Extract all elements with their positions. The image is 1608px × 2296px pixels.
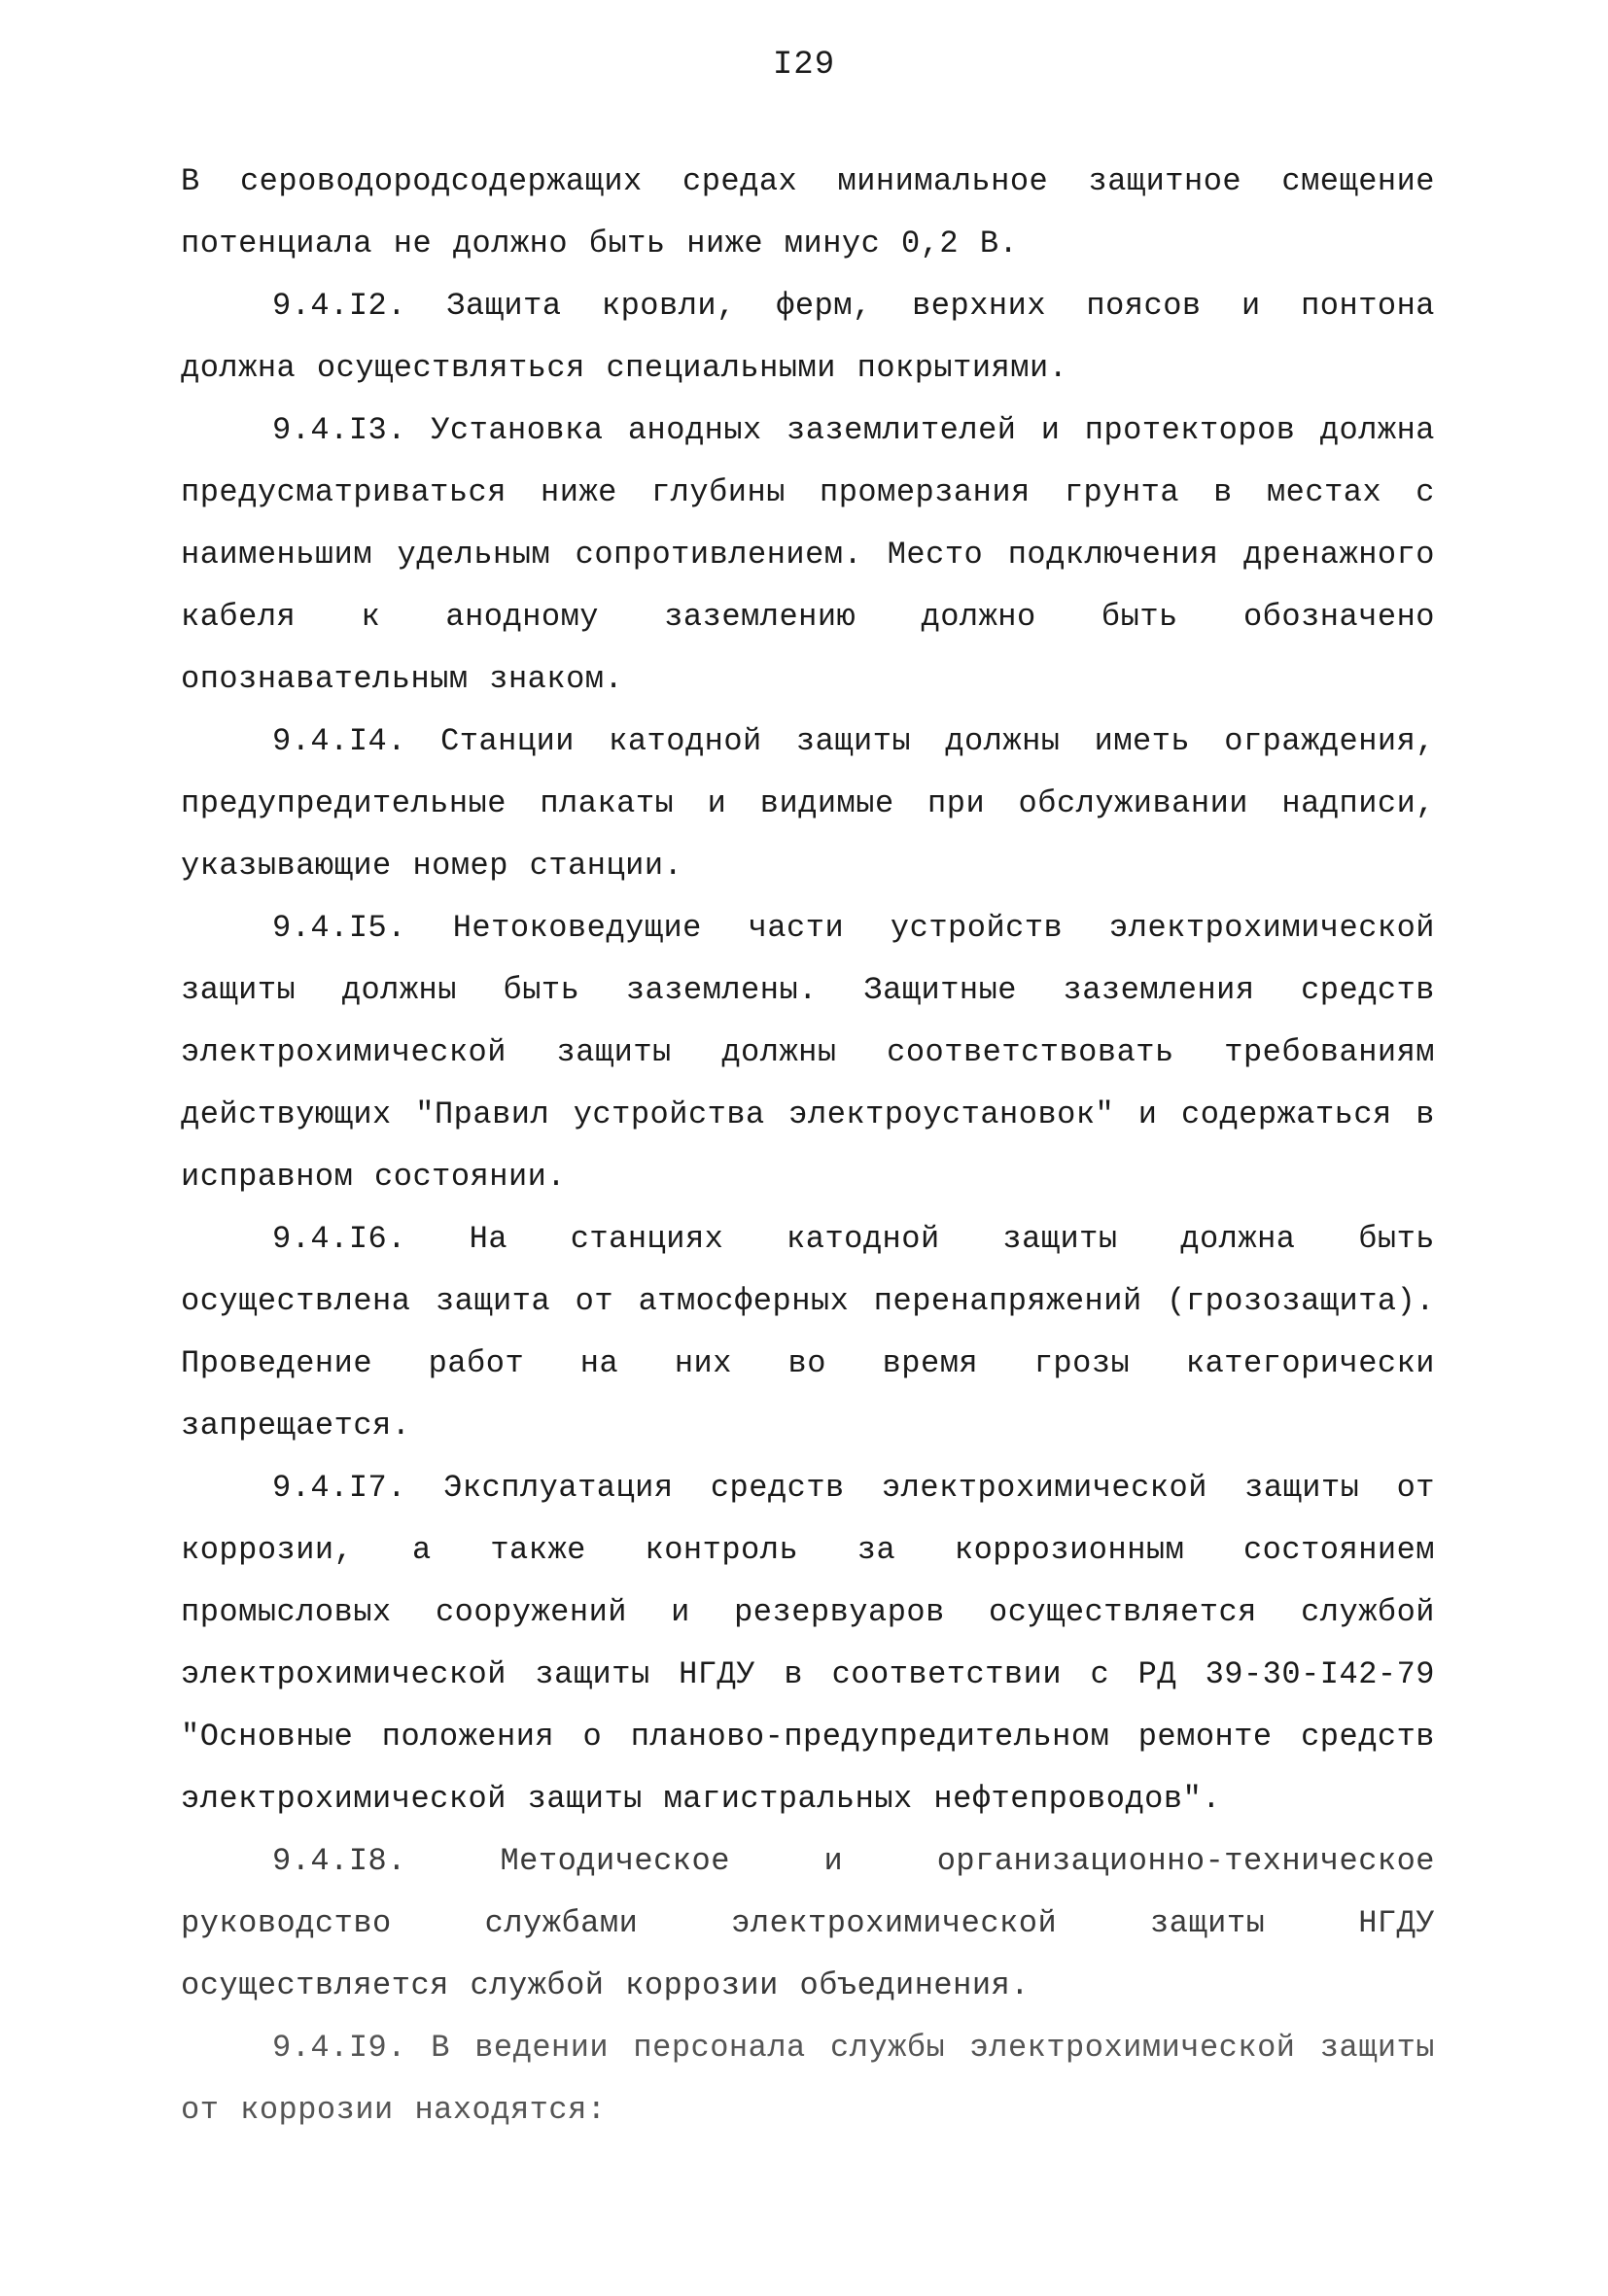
- paragraph-9-4-17: 9.4.I7. Эксплуатация средств электрохимической защиты от коррозии, а также контроль за коррозионным состоянием промысловых сооружений и резервуаров осуществляется службой электрохимической защиты НГДУ в соответствии с РД 39-30-I42-79 "Основные положения о планово-предупредительном ремонте средств электрохимической защиты магистральных нефтепроводов".: [181, 1470, 1435, 1817]
- paragraph-9-4-19: 9.4.I9. В ведении персонала службы электрохимической защиты от коррозии находятся:: [181, 2030, 1435, 2128]
- paragraph-9-4-16: 9.4.I6. На станциях катодной защиты должна быть осуществлена защита от атмосферных перенапряжений (грозозащита). Проведение работ на них во время грозы категорически запрещается.: [181, 1221, 1435, 1444]
- paragraph-9-4-14: 9.4.I4. Станции катодной защиты должны иметь ограждения, предупредительные плакаты и видимые при обслуживании надписи, указывающие номер станции.: [181, 723, 1435, 884]
- paragraph-9-4-18: 9.4.I8. Методическое и организационно-техническое руководство службами электрохимической защиты НГДУ осуществляется службой коррозии объединения.: [181, 1843, 1435, 2003]
- paragraph-9-4-13: 9.4.I3. Установка анодных заземлителей и протекторов должна предусматриваться ниже глубины промерзания грунта в местах с наименьшим удельным сопротивлением. Место подключения дренажного кабеля к анодному заземлению должно быть обозначено опознавательным знаком.: [181, 412, 1435, 697]
- paragraph-9-4-15: 9.4.I5. Нетоковедущие части устройств электрохимической защиты должны быть заземлены. Защитные заземления средств электрохимической защиты должны соответствовать требованиям действующих "Правил устройства электроустановок" и содержаться в исправном состоянии.: [181, 910, 1435, 1195]
- document-body: [181, 151, 1435, 2141]
- paragraph-9-4-12: 9.4.I2. Защита кровли, ферм, верхних поясов и понтона должна осуществляться специальными покрытиями.: [181, 288, 1435, 386]
- page-number: I29: [772, 47, 836, 84]
- paragraph-intro: В сероводородсодержащих средах минимальное защитное смещение потенциала не должно быть ниже минус 0,2 В.: [181, 163, 1435, 261]
